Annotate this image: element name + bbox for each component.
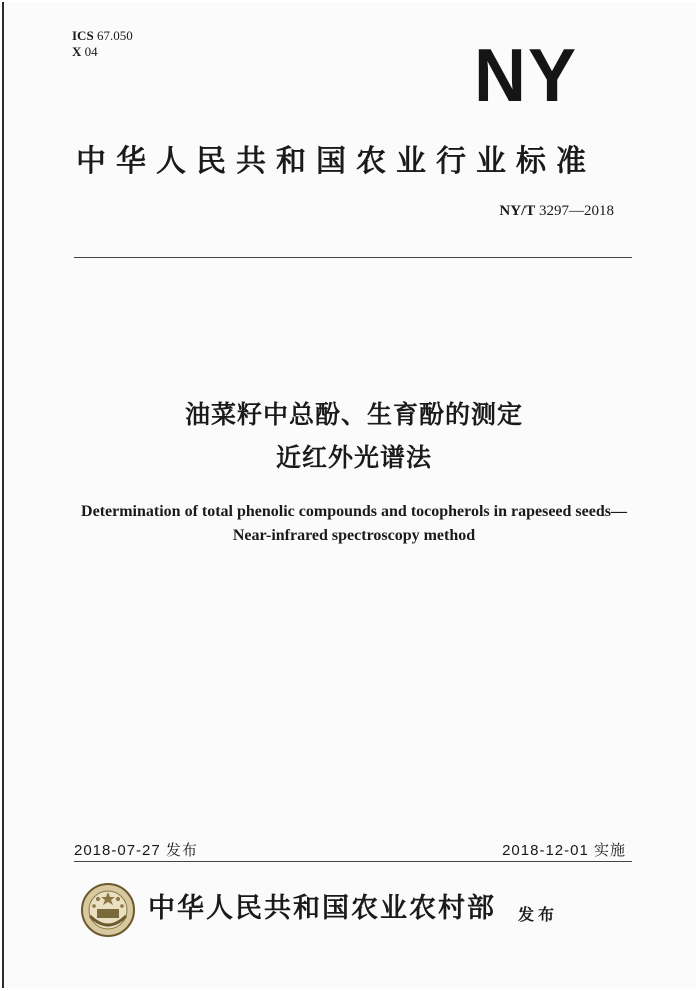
title-cn-line1: 油菜籽中总酚、生育酚的测定 [184, 401, 523, 429]
ics-code: 67.050 [96, 28, 133, 43]
standard-code [499, 203, 614, 220]
document-page [2, 2, 696, 988]
footer-divider [74, 861, 632, 862]
title-cn-line2: 近红外光谱法 [275, 444, 432, 472]
issuing-ministry: 中华人民共和国农业农村部 [148, 893, 496, 924]
title-en-line2: Near-infrared spectroscopy method [232, 527, 476, 544]
header-divider [74, 257, 632, 258]
title-en-line1: Determination of total phenolic compounds and tocopherols in rapeseed seeds— [81, 503, 627, 520]
class-line [72, 44, 133, 60]
publish-date: 2018-07-27 发布 [74, 842, 198, 859]
standard-code-prefix: NY/T [499, 203, 536, 219]
class-label: X [72, 44, 82, 59]
ics-label: ICS [72, 28, 94, 43]
class-code: 04 [84, 44, 98, 59]
ics-line [72, 28, 133, 44]
issued-label: 发布 [518, 907, 559, 924]
standard-code-number: 3297—2018 [539, 203, 614, 219]
national-emblem-icon [80, 882, 136, 938]
classification-codes [72, 28, 133, 60]
implement-date: 2018-12-01 实施 [502, 842, 626, 859]
standard-logo: NY [473, 34, 578, 118]
organization-title: 中华人民共和国农业行业标准 [76, 145, 596, 178]
